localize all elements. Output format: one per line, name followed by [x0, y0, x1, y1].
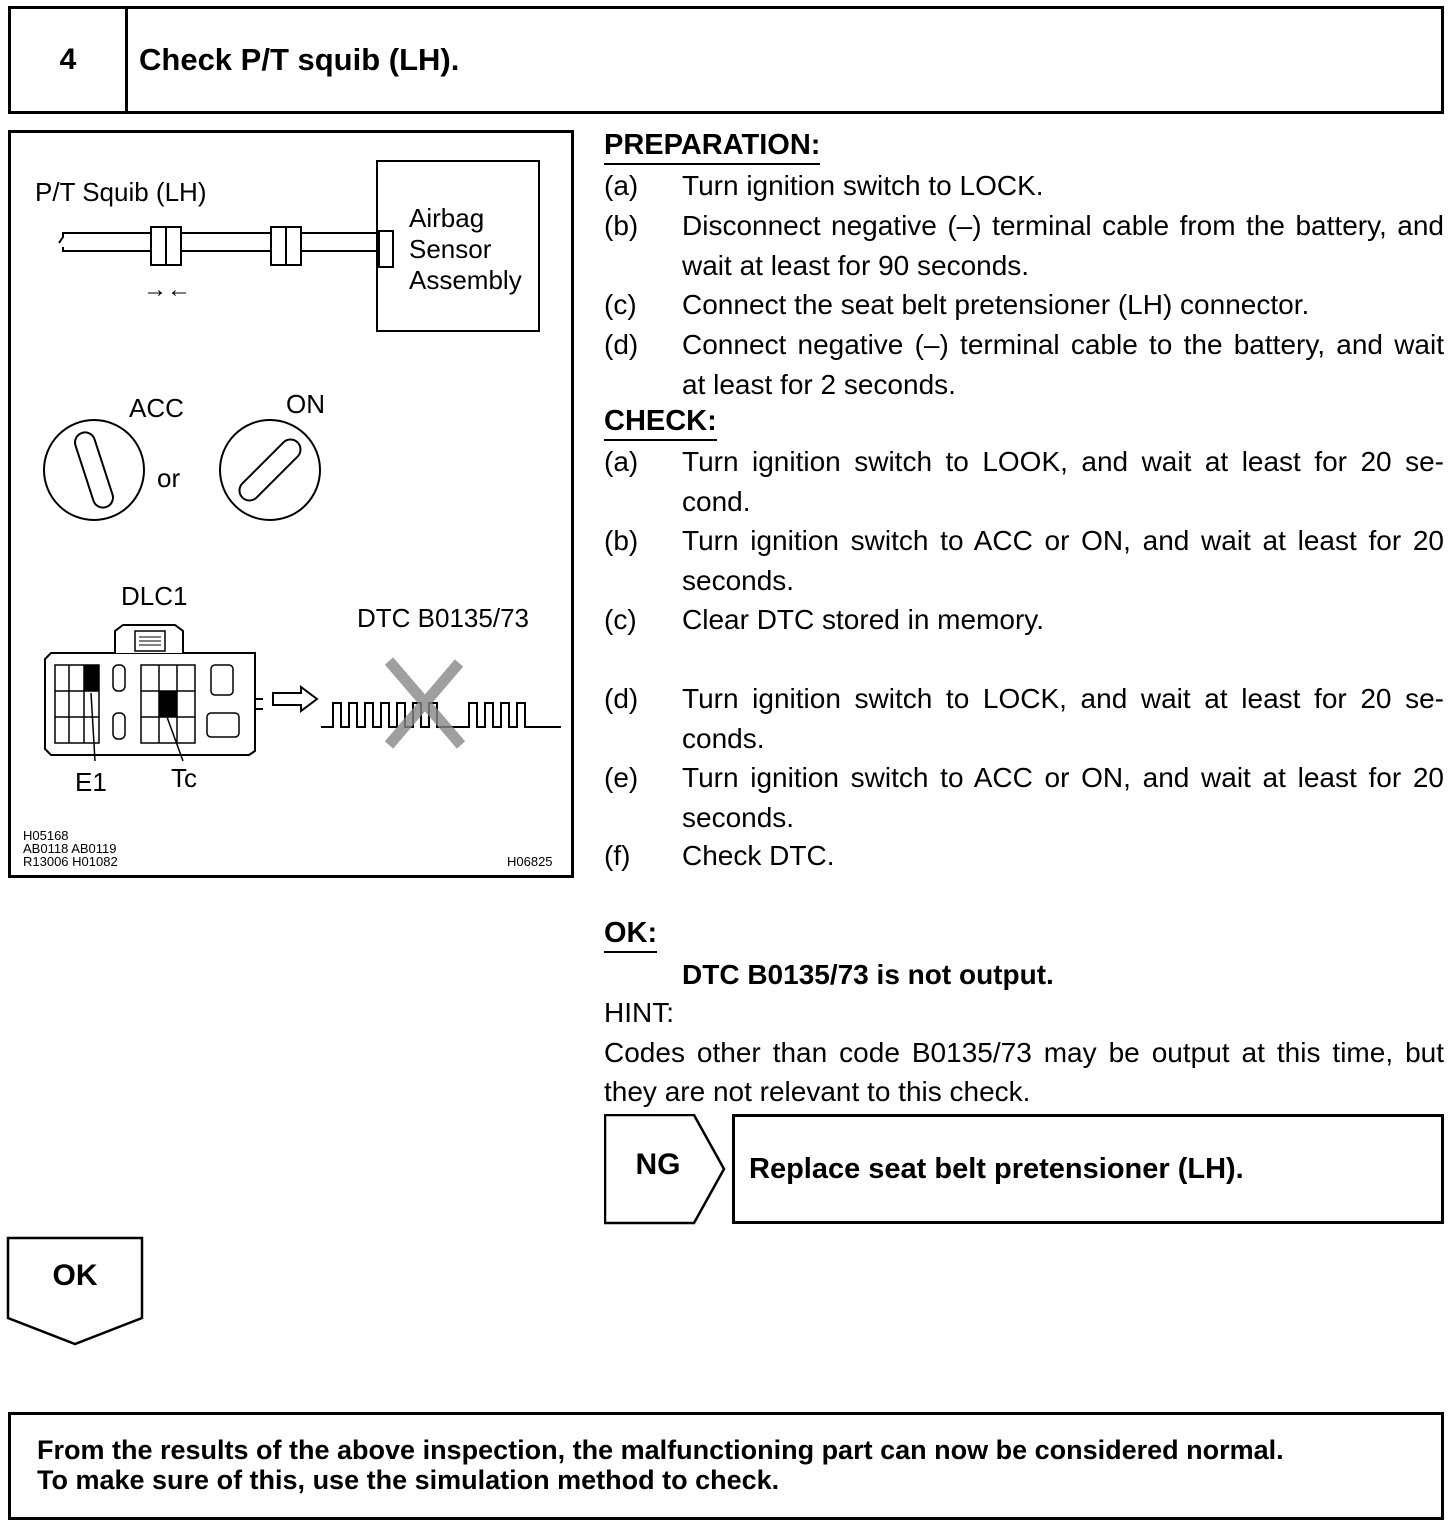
footer-line-1: From the results of the above inspection, the malfunctioning part can now be considered normal.	[37, 1435, 1284, 1465]
hint-text: Codes other than code B0135/73 may be output at this time, but they are not relevant to this check.	[604, 1037, 1444, 1107]
step-letter: (b)	[604, 210, 639, 241]
terminal-tc	[159, 691, 177, 717]
on-label: ON	[286, 389, 325, 419]
step-letter: (c)	[604, 289, 637, 320]
or-label: or	[157, 463, 181, 493]
ok-arrow-label: OK	[52, 1259, 98, 1292]
dtc-label: DTC B0135/73	[357, 603, 529, 633]
ng-action-box	[732, 1114, 1444, 1224]
step-text: Connect the seat belt pretensioner (LH) connector.	[682, 289, 1310, 320]
check-heading: CHECK:	[604, 404, 717, 441]
arrow-label: →←	[143, 276, 191, 303]
step-title: Check P/T squib (LH).	[139, 42, 460, 77]
diagram-figure	[8, 130, 574, 878]
step-letter: (f)	[604, 840, 631, 871]
dlc1-label: DLC1	[121, 581, 188, 611]
ok-heading: OK:	[604, 916, 657, 953]
footer-line-2: To make sure of this, use the simulation method to check.	[37, 1465, 780, 1495]
step-text: Disconnect negative (–) terminal cable from the battery, and wait at least for 90 seconds.	[682, 210, 1444, 281]
hint-heading: HINT:	[604, 997, 674, 1028]
dlc1-connector	[45, 653, 255, 755]
step-text: Check DTC.	[682, 840, 835, 871]
step-letter: (d)	[604, 329, 639, 360]
sensor-label-1: Airbag	[409, 203, 485, 233]
step-letter: (d)	[604, 683, 639, 714]
figure-code: R13006 H01082	[23, 854, 118, 869]
step-letter: (a)	[604, 170, 639, 201]
squib-wire	[59, 233, 151, 251]
dlc1-latch	[115, 625, 183, 653]
figure-id: H06825	[507, 854, 553, 869]
step-letter: (e)	[604, 762, 639, 793]
terminal-e1	[84, 665, 99, 691]
step-letter: (b)	[604, 525, 639, 556]
key-acc-slot	[72, 430, 115, 510]
footer-note	[37, 1435, 1427, 1495]
step-text: Connect negative (–) terminal cable to the battery, and wait at least for 2 seconds.	[682, 329, 1444, 400]
squib-label: P/T Squib (LH)	[35, 177, 207, 207]
sensor-label-2: Sensor	[409, 234, 492, 264]
key-on-icon	[220, 420, 320, 520]
key-acc-icon	[44, 420, 144, 520]
sensor-connector	[379, 231, 393, 267]
figure-code: H05168	[23, 828, 69, 843]
tc-label: Tc	[171, 763, 197, 793]
step-text: Turn ignition switch to LOCK, and wait at least for 20 se-conds.	[682, 683, 1444, 754]
step-letter: (c)	[604, 604, 637, 635]
step-header	[8, 6, 1444, 114]
key-on-slot	[235, 435, 304, 504]
footer-note-box	[8, 1412, 1444, 1520]
output-arrow	[273, 687, 317, 711]
sensor-label-3: Assembly	[409, 265, 522, 295]
ng-action-text: Replace seat belt pretensioner (LH).	[749, 1152, 1244, 1185]
step-number: 4	[11, 9, 128, 111]
acc-label: ACC	[129, 393, 184, 423]
preparation-heading: PREPARATION:	[604, 128, 820, 165]
e1-label: E1	[75, 767, 107, 797]
step-text: Clear DTC stored in memory.	[682, 604, 1045, 635]
step-text: Turn ignition switch to ACC or ON, and wait at least for 20 seconds.	[682, 762, 1444, 833]
step-text: Turn ignition switch to LOCK.	[682, 170, 1044, 201]
step-text: Turn ignition switch to LOOK, and wait at least for 20 se-cond.	[682, 446, 1444, 517]
step-letter: (a)	[604, 446, 639, 477]
figure-code: AB0118 AB0119	[23, 841, 117, 856]
ng-label: NG	[635, 1148, 681, 1181]
step-text: Turn ignition switch to ACC or ON, and wait at least for 20 seconds.	[682, 525, 1444, 596]
ok-result: DTC B0135/73 is not output.	[682, 959, 1054, 990]
